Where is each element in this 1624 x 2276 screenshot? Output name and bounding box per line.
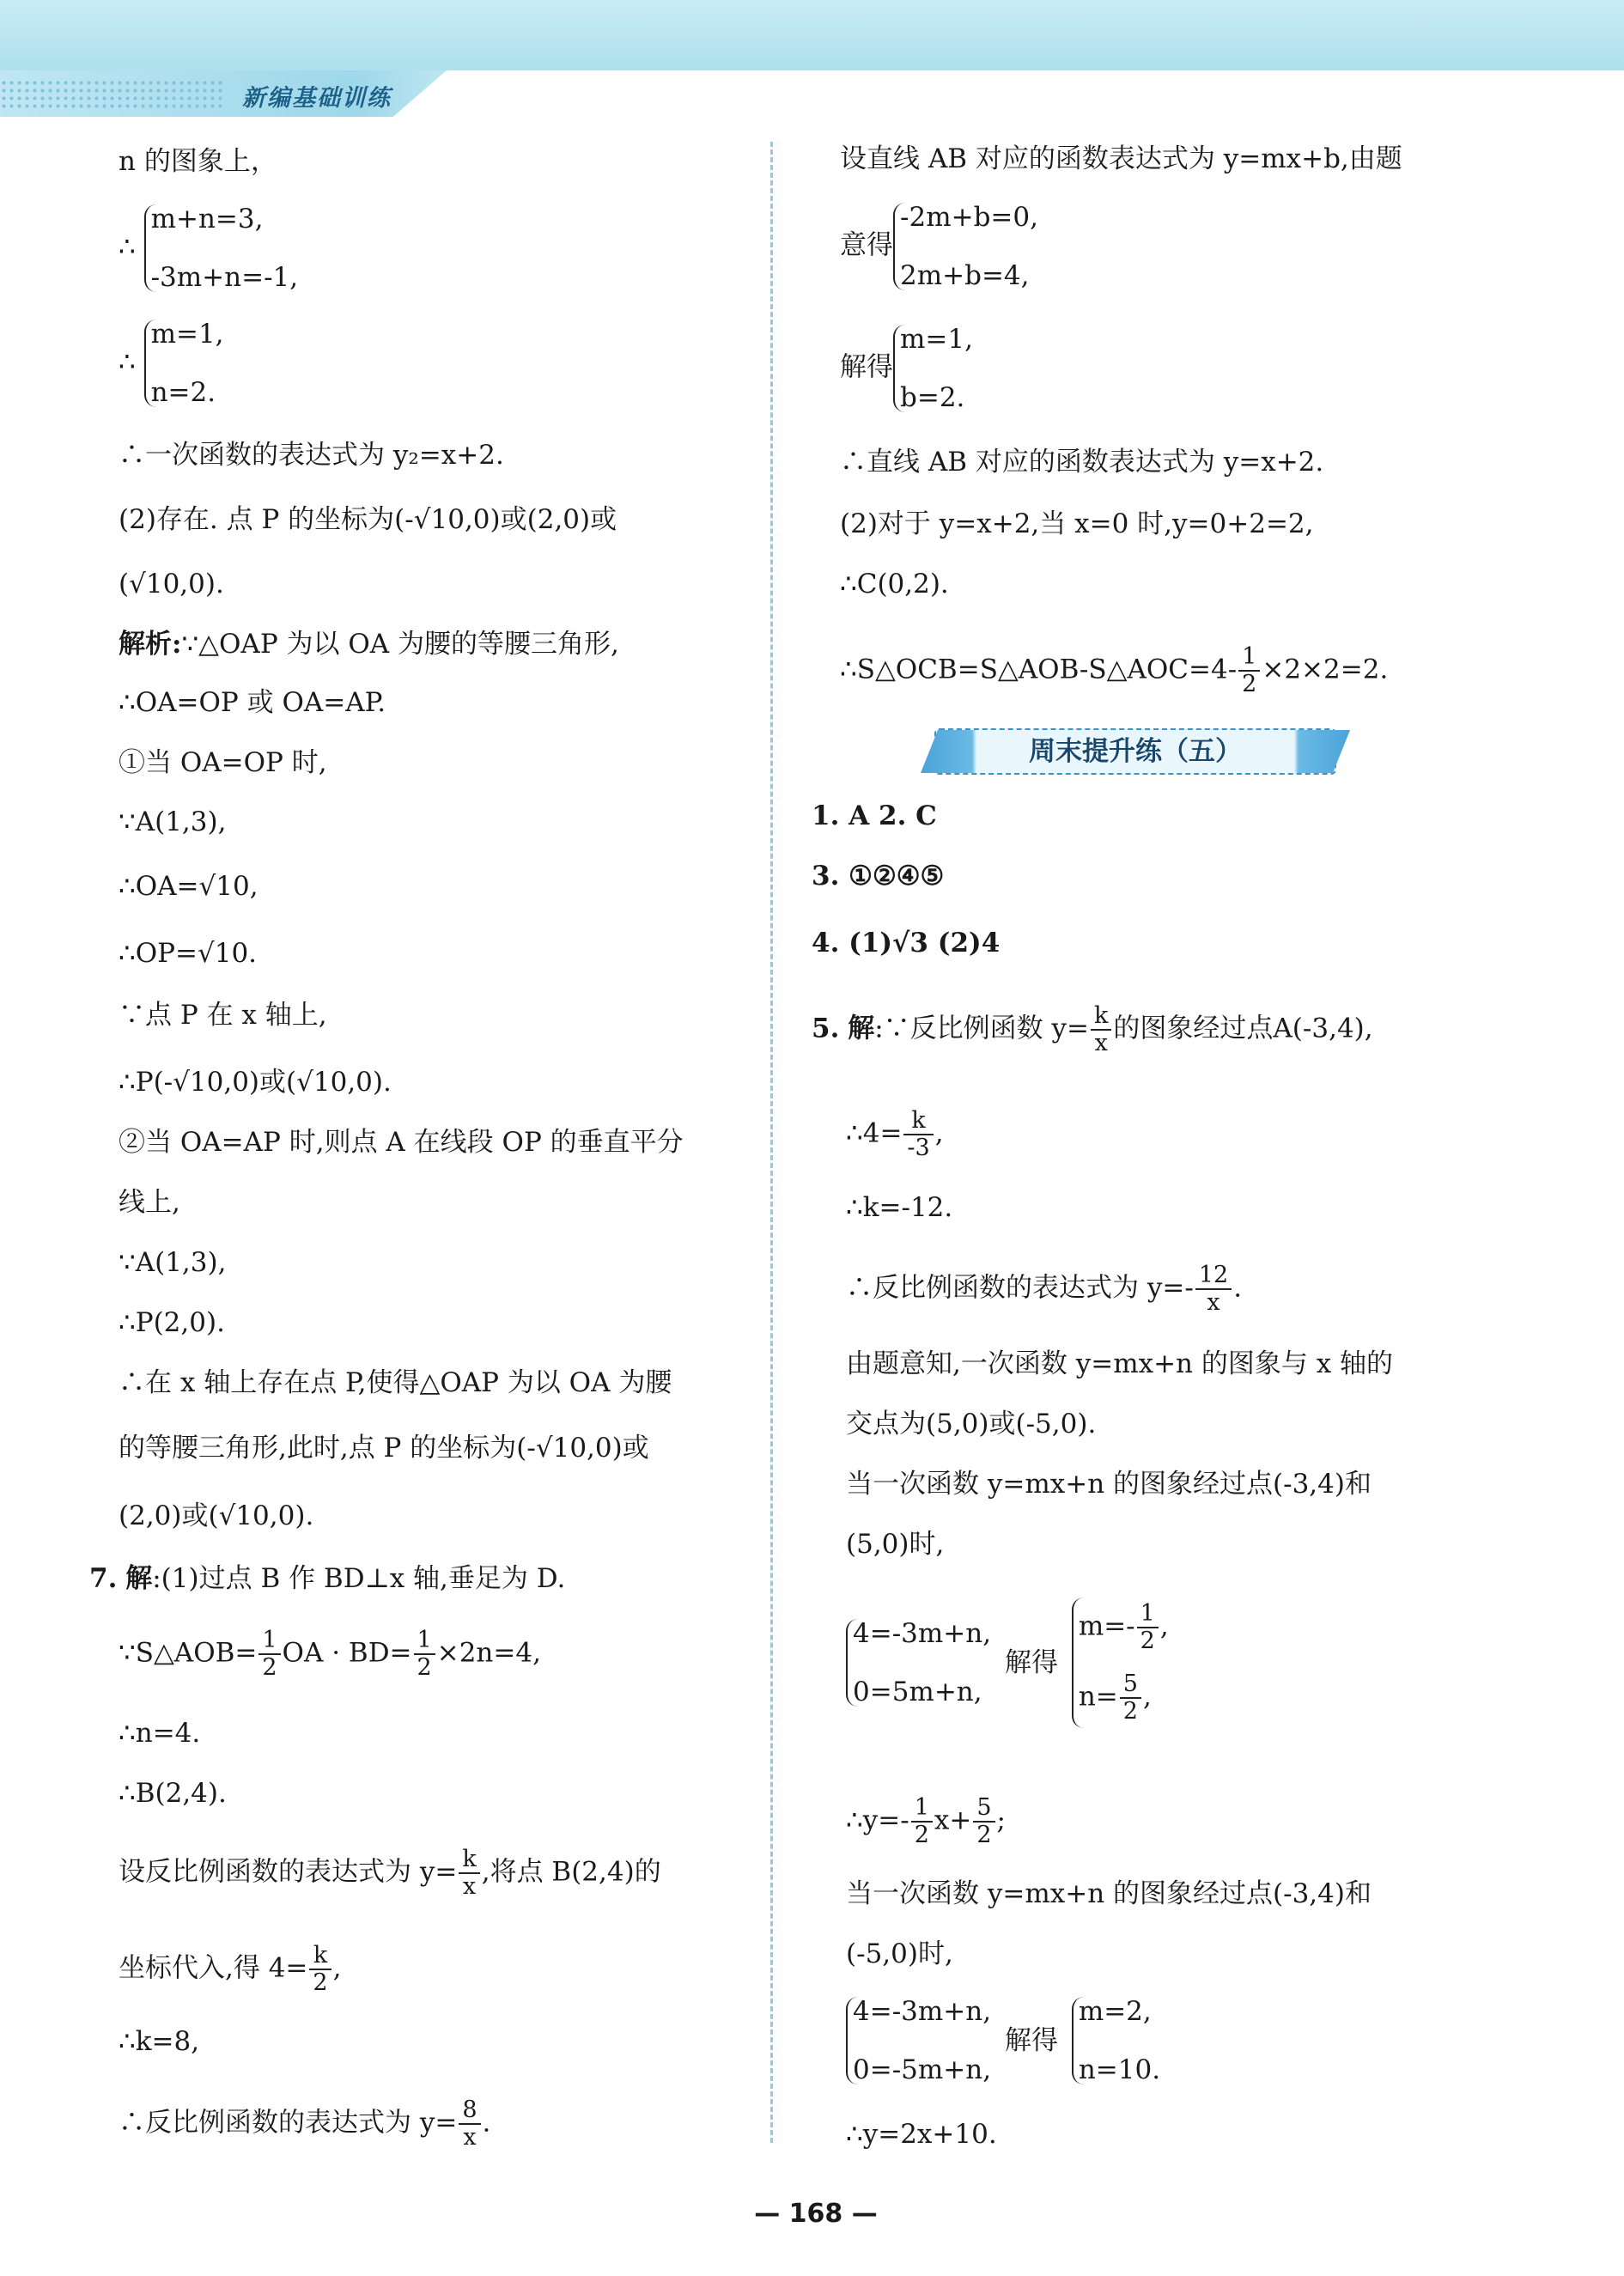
text-line: 设反比例函数的表达式为 y= $\frac{k}{x}$ ,将点 B(2,4)的 bbox=[119, 1846, 661, 1900]
banner-dot-pattern bbox=[0, 79, 223, 108]
equation-system: 意得 -2m+b=0, 2m+b=4, bbox=[840, 202, 1038, 291]
text-line: ∴4= $\frac{k}{-3}$ , bbox=[846, 1107, 944, 1161]
text-line: ∴一次函数的表达式为 y₂=x+2. bbox=[119, 440, 504, 471]
page-number: — 168 — bbox=[754, 2199, 878, 2229]
text-line: 由题意知,一次函数 y=mx+n 的图象与 x 轴的 bbox=[846, 1348, 1394, 1379]
text-line: ∵A(1,3), bbox=[119, 1247, 227, 1278]
text-line: ∴OA=√10, bbox=[119, 871, 259, 902]
question-5-line: 5. 解:∵反比例函数 y= $\frac{k}{x}$ 的图象经过点A(-3,4), bbox=[812, 1002, 1373, 1056]
column-divider bbox=[770, 142, 773, 2143]
area-equation: ∵S△AOB= $\frac{1}{2}$ OA · BD= $\frac{1}{2}$ ×2n=4, bbox=[119, 1627, 541, 1681]
text-line: ②当 OA=AP 时,则点 A 在线段 OP 的垂直平分 bbox=[119, 1127, 684, 1158]
text-line: (2)对于 y=x+2,当 x=0 时,y=0+2=2, bbox=[840, 508, 1314, 539]
text-line: (-5,0)时, bbox=[846, 1938, 953, 1969]
equation-system: 4=-3m+n, 0=5m+n, 解得 m=- $\frac{1}{2}$ , n= $\frac{5}{2}$ , bbox=[846, 1597, 1169, 1728]
equation-system: ∴ m=1, n=2. bbox=[119, 319, 224, 408]
text-line: (2)存在. 点 P 的坐标为(-√10,0)或(2,0)或 bbox=[119, 504, 617, 535]
text-line: 当一次函数 y=mx+n 的图象经过点(-3,4)和 bbox=[846, 1469, 1372, 1500]
text-line: 的等腰三角形,此时,点 P 的坐标为(-√10,0)或 bbox=[119, 1433, 649, 1464]
text-line: ∴y=- $\frac{1}{2}$ x+ $\frac{5}{2}$ ; bbox=[846, 1794, 1006, 1848]
text-line: ∴C(0,2). bbox=[840, 569, 949, 599]
text-line: 线上, bbox=[119, 1187, 180, 1218]
text-line: 当一次函数 y=mx+n 的图象经过点(-3,4)和 bbox=[846, 1878, 1372, 1909]
question-7-line: 7. 解:(1)过点 B 作 BD⊥x 轴,垂足为 D. bbox=[89, 1563, 566, 1594]
text-line: ∴在 x 轴上存在点 P,使得△OAP 为以 OA 为腰 bbox=[119, 1367, 672, 1398]
text-line: ∴y=2x+10. bbox=[846, 2119, 997, 2150]
text-line: n 的图象上， bbox=[119, 146, 277, 177]
text-line: (√10,0). bbox=[119, 569, 224, 599]
text-line: ∴OP=√10. bbox=[119, 938, 258, 969]
text-line: 坐标代入,得 4= $\frac{k}{2}$ , bbox=[119, 1942, 342, 1996]
area-equation: ∴S△OCB=S△AOB-S△AOC=4- $\frac{1}{2}$ ×2×2=2. bbox=[840, 643, 1389, 697]
text-line: 交点为(5,0)或(-5,0). bbox=[846, 1409, 1097, 1439]
text-line: 设直线 AB 对应的函数表达式为 y=mx+b,由题 bbox=[840, 143, 1402, 174]
text-line: ∵A(1,3), bbox=[119, 806, 227, 837]
text-line: ∴反比例函数的表达式为 y= $\frac{8}{x}$ . bbox=[119, 2096, 491, 2151]
answer-line: 4. (1)√3 (2)4 bbox=[812, 928, 1001, 958]
text-line: ∴P(2,0). bbox=[119, 1307, 225, 1338]
text-line: ①当 OA=OP 时, bbox=[119, 747, 327, 778]
text-line: (5,0)时, bbox=[846, 1529, 945, 1560]
text-line: (2,0)或(√10,0). bbox=[119, 1500, 314, 1531]
section-title-banner bbox=[934, 728, 1336, 775]
analysis-line: 解析:∵△OAP 为以 OA 为腰的等腰三角形, bbox=[119, 629, 619, 660]
text-line: ∴直线 AB 对应的函数表达式为 y=x+2. bbox=[840, 447, 1324, 478]
text-line: ∴k=8, bbox=[119, 2026, 200, 2057]
text-line: ∴P(-√10,0)或(√10,0). bbox=[119, 1067, 392, 1098]
text-line: ∴n=4. bbox=[119, 1718, 201, 1749]
series-title: 新编基础训练 bbox=[242, 85, 392, 112]
equation-system: ∴ m+n=3, -3m+n=-1, bbox=[119, 204, 299, 293]
text-line: ∴OA=OP 或 OA=AP. bbox=[119, 687, 386, 718]
equation-system: 解得 m=1, b=2. bbox=[840, 324, 973, 413]
answer-line: 1. A 2. C bbox=[812, 800, 937, 831]
section-title: 周末提升练（五） bbox=[1029, 736, 1242, 767]
text-line: ∴反比例函数的表达式为 y=- $\frac{12}{x}$ . bbox=[846, 1262, 1243, 1316]
header-band bbox=[0, 0, 1624, 70]
equation-system: 4=-3m+n, 0=-5m+n, 解得 m=2, n=10. bbox=[846, 1997, 1160, 2084]
text-line: ∵点 P 在 x 轴上, bbox=[119, 1000, 327, 1031]
answer-line: 3. ①②④⑤ bbox=[812, 861, 945, 892]
text-line: ∴B(2,4). bbox=[119, 1778, 227, 1809]
text-line: ∴k=-12. bbox=[846, 1192, 953, 1223]
